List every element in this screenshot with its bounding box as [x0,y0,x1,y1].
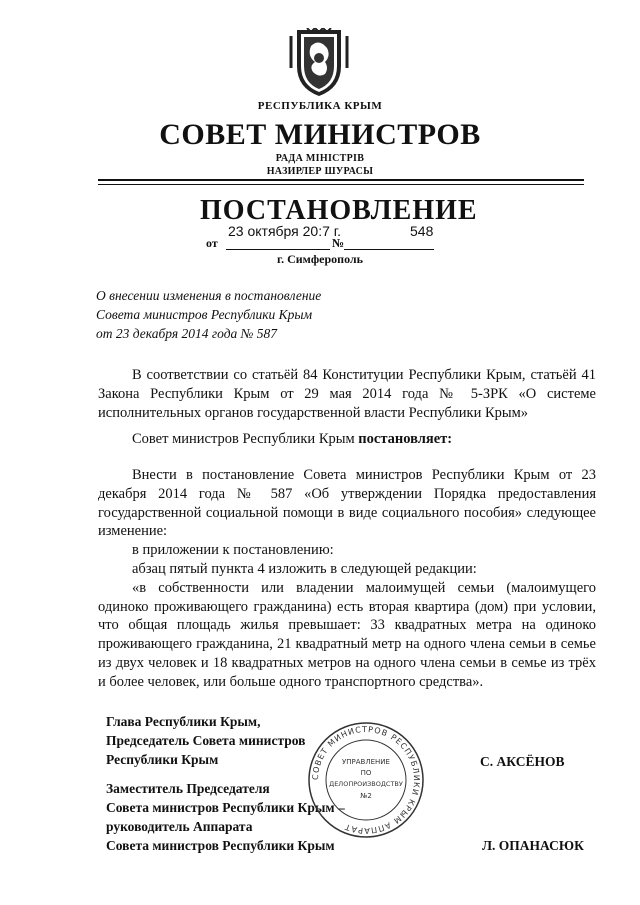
head-title-line: Глава Республики Крым, [106,714,261,729]
subject-block [96,286,321,343]
main-text: Внести в постановление Совета министров Республики Крым от 23 декабря 2014 года № 587 «Об утверждении Порядка предоставления государственной социальной помощи в виде социального пособия» следующее изменение: [98,467,596,540]
stamp-ring-text: СОВЕТ МИНИСТРОВ РЕСПУБЛИКИ КРЫМ АППАРАТ [310,724,422,836]
resolves-keyword: постановляет: [358,431,453,447]
head-title-line: Республики Крым [106,752,219,767]
stamp-line: №2 [360,792,372,800]
annex-line: в приложении к постановлению: [132,542,334,559]
stamp-line: УПРАВЛЕНИЕ [342,758,390,766]
resolves-line [98,430,596,449]
deputy-title-line: руководитель Аппарата [106,819,253,834]
subject-line: от 23 декабря 2014 года № 587 [96,326,277,341]
republic-name: РЕСПУБЛИКА КРЫМ [257,100,383,112]
header-rule-thick [98,179,584,181]
header-rule-thin [98,184,584,185]
city: г. Симферополь [277,252,363,266]
head-title-line: Председатель Совета министров [106,733,306,748]
paragraph-line: абзац пятый пункта 4 изложить в следующей редакции: [132,560,477,577]
stamp-line: ДЕЛОПРОИЗВОДСТВУ [329,780,403,788]
head-name: С. АКСЁНОВ [480,754,565,769]
council-name-ukrainian: РАДА МІНІСТРІВ [275,153,365,164]
council-name-crimean-tatar: НАЗИРЛЕР ШУРАСЫ [266,166,374,177]
main-text-block [98,466,596,692]
deputy-name: Л. ОПАНАСЮК [482,838,584,853]
date-underline [226,249,330,250]
deputy-title-line: Совета министров Республики Крым – [106,800,345,815]
official-stamp [306,720,426,840]
deputy-title-line: Заместитель Председателя [106,781,270,796]
quoted-text: «в собственности или владении малоимущей семьи (малоимущего одиноко проживающего гражданина) есть вторая квартира (дом) при условии, что общая площадь жилья превышает: 33 квадратных метра на одиноко проживающего гражданина, 21 квадратный метр на одного члена семьи в семье из двух человек и 18 квадратных метров на одного члена семьи в семье из трёх и более человек, или больше одного транспортного средства». [98,579,596,690]
subject-line: Совета министров Республики Крым [96,307,313,322]
preamble: В соответствии со статьёй 84 Конституции Республики Крым, статьёй 41 Закона Республики Крым от 29 мая 2014 года № 5-ЗРК «О системе исполнительных органов государственной власти Республики Крым» [98,367,596,421]
subject-line: О внесении изменения в постановление [96,288,322,303]
number-underline [344,249,434,250]
stamp-line: ПО [360,769,372,777]
council-name: СОВЕТ МИНИСТРОВ [159,118,481,151]
document-type: ПОСТАНОВЛЕНИЕ [200,195,478,226]
number-value: 548 [410,223,434,239]
date-value: 23 октября 20:7 г. [228,223,342,239]
head-title [106,712,305,769]
number-sign: № [332,236,345,250]
resolves-lead: Совет министров Республики Крым [132,431,359,447]
crimea-coat-of-arms-icon [287,28,351,98]
date-prefix: от [206,236,218,250]
deputy-title-line: Совета министров Республики Крым [106,838,335,853]
